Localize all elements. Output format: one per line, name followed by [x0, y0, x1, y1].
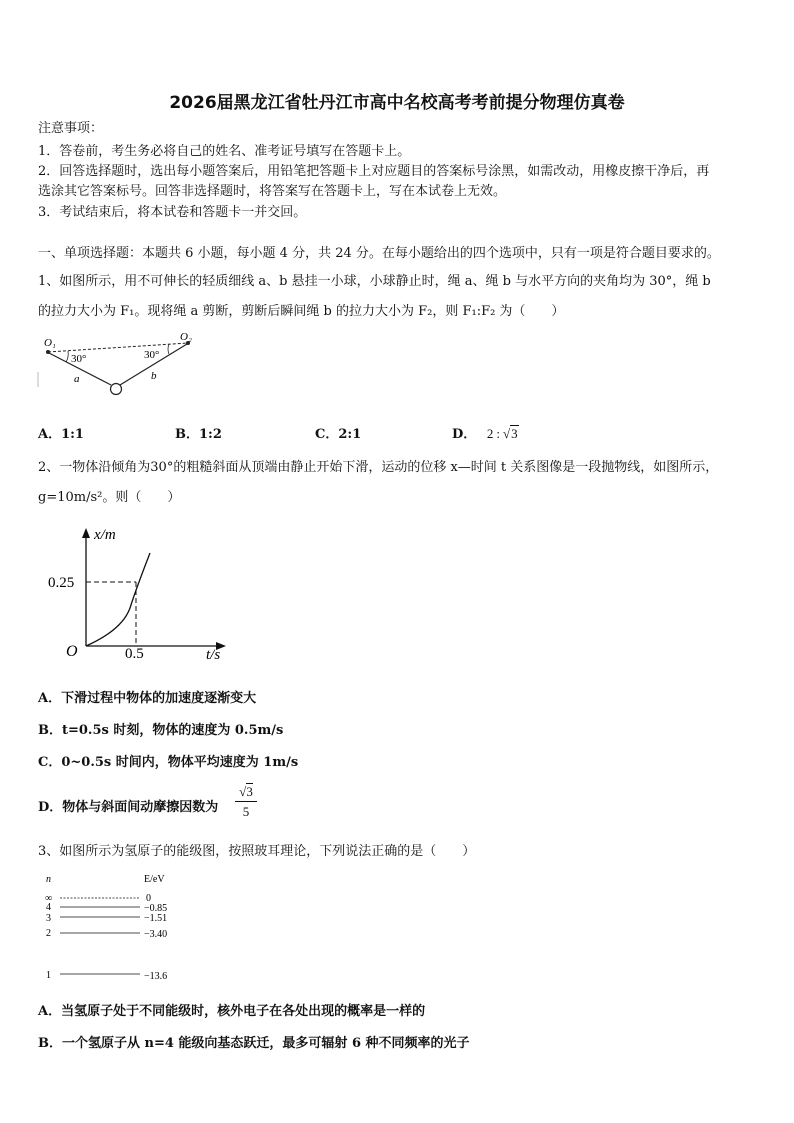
q1-stem-line1: 1、如图所示，用不可伸长的轻质细线 a、b 悬挂一小球，小球静止时，绳 a、绳 b 与水平方向的夹角均为 30°，绳 b: [38, 274, 711, 289]
n-header: n: [46, 874, 51, 885]
notice-item-2-cont: 选涂其它答案标号。回答非选择题时，将答案写在答题卡上，写在本试卷上无效。: [38, 184, 507, 199]
notice-heading: 注意事项：: [38, 121, 104, 136]
o1-label: O₁: [44, 337, 56, 349]
level-inf-n: ∞: [45, 893, 53, 904]
q2-option-a: A．下滑过程中物体的加速度逐渐变大: [38, 691, 257, 706]
q2-stem-line1: 2、一物体沿倾角为30°的粗糙斜面从顶端由静止开始下滑，运动的位移 x—时间 t 关系图像是一段抛物线，如图所示，: [38, 460, 719, 475]
q1-option-d: [452, 423, 519, 442]
q3-energy-level-diagram: [40, 870, 220, 985]
q2-option-d-fraction: [235, 784, 257, 820]
level-inf-e: 0: [146, 893, 151, 904]
angle-left-label: 30°: [71, 353, 87, 365]
section-heading: 一、单项选择题：本题共 6 小题，每小题 4 分，共 24 分。在每小题给出的四个选项中，只有一项是符合题目要求的。: [38, 246, 720, 261]
q1-option-d-label: D．: [452, 427, 477, 442]
frac-num-root: 3: [246, 784, 253, 799]
q1-option-a: A．1:1: [38, 427, 84, 442]
q1-option-b: B．1:2: [175, 427, 222, 442]
origin-label: O: [66, 643, 78, 660]
rope-b-label: b: [151, 370, 157, 382]
option-d-root: 3: [511, 426, 518, 441]
rope-a-label: a: [74, 373, 80, 385]
exam-title: 2026届黑龙江省牡丹江市高中名校高考考前提分物理仿真卷: [169, 93, 625, 113]
level-3-e: −1.51: [144, 913, 168, 924]
angle-right-label: 30°: [144, 349, 160, 361]
frac-den: 5: [242, 804, 250, 819]
y-axis-label: x/m: [94, 527, 116, 543]
q1-option-c: C．2:1: [315, 427, 362, 442]
sqrt-sign: √: [502, 426, 511, 441]
level-2-n: 2: [46, 928, 51, 939]
frac-sqrt-sign: √: [239, 784, 247, 799]
level-4-n: 4: [46, 902, 51, 913]
q3-option-b: B．一个氢原子从 n=4 能级向基态跃迁，最多可辐射 6 种不同频率的光子: [38, 1036, 470, 1051]
level-2-e: −3.40: [144, 929, 168, 940]
notice-item-3: 3．考试结束后，将本试卷和答题卡一并交回。: [38, 205, 307, 220]
y-tick-label: 0.25: [48, 575, 75, 591]
q1-stem-line2: 的拉力大小为 F₁。现将绳 a 剪断，剪断后瞬间绳 b 的拉力大小为 F₂，则 F₁:F₂ 为（ ）: [38, 304, 565, 319]
level-4-e: −0.85: [144, 903, 168, 914]
q2-option-b: B．t=0.5s 时刻，物体的速度为 0.5m/s: [38, 723, 284, 738]
x-axis-label: t/s: [206, 647, 221, 663]
q3-stem: 3、如图所示为氢原子的能级图，按照玻耳理论，下列说法正确的是（ ）: [38, 844, 476, 859]
notice-item-2: 2．回答选择题时，选出每小题答案后，用铅笔把答题卡上对应题目的答案标号涂黑，如需改动，用橡皮擦干净后，再: [38, 164, 710, 179]
level-1-n: 1: [46, 970, 51, 981]
q3-option-a: A．当氢原子处于不同能级时，核外电子在各处出现的概率是一样的: [38, 1004, 426, 1019]
q2-option-d: D．物体与斜面间动摩擦因数为: [38, 800, 219, 815]
x-tick-label: 0.5: [125, 646, 144, 662]
e-header: E/eV: [144, 874, 165, 885]
level-3-n: 3: [46, 913, 51, 924]
q2-xt-graph: [44, 523, 244, 668]
level-1-e: −13.6: [144, 971, 168, 982]
q2-option-c: C．0~0.5s 时间内，物体平均速度为 1m/s: [38, 755, 299, 770]
option-d-num: 2: [486, 426, 494, 441]
q1-rope-figure: [36, 332, 206, 400]
option-d-sep: :: [496, 426, 500, 441]
notice-item-1: 1．答卷前，考生务必将自己的姓名、准考证号填写在答题卡上。: [38, 144, 411, 159]
o2-label: O₂: [180, 332, 192, 343]
q2-stem-line2: g=10m/s²。则（ ）: [38, 490, 181, 505]
